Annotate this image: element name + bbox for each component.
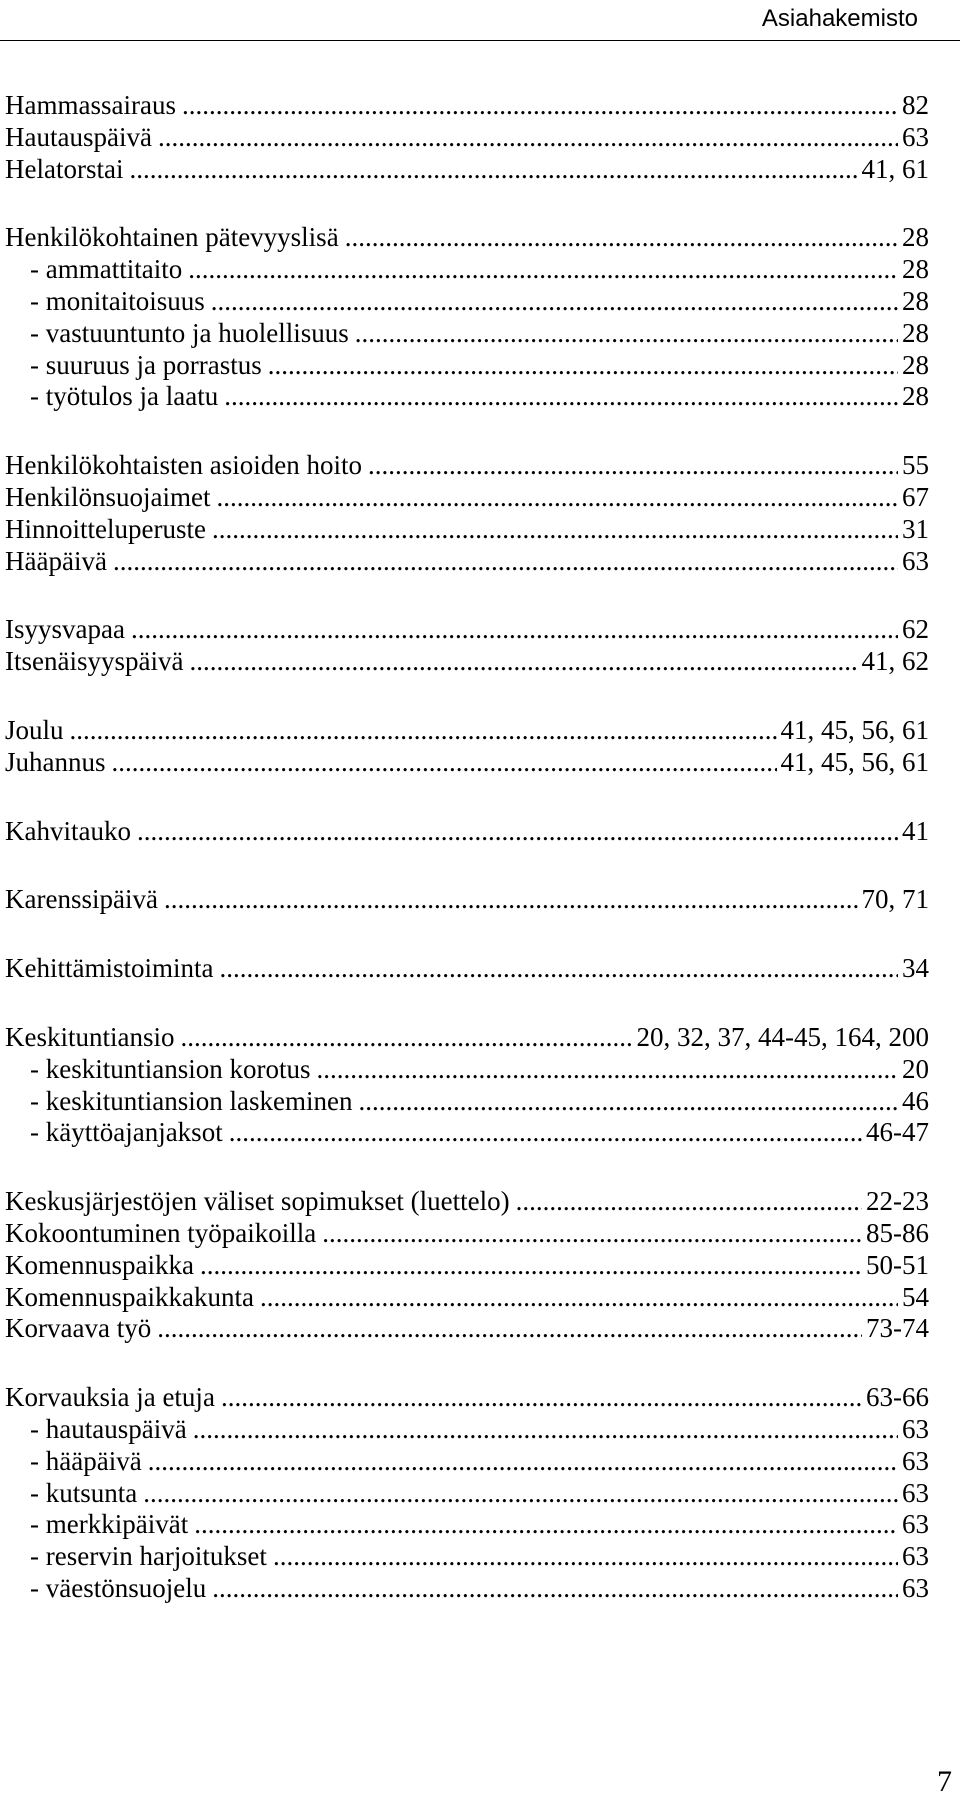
index-page-refs: 82 — [902, 90, 929, 120]
index-entry — [5, 1313, 929, 1345]
index-term: - hautauspäivä — [30, 1413, 187, 1444]
dot-leader — [345, 222, 898, 254]
index-page-refs: 63 — [902, 1541, 929, 1572]
index-page-refs: 41, 61 — [861, 153, 929, 184]
dot-leader — [212, 1573, 898, 1605]
header-divider — [0, 40, 960, 41]
index-subentry — [5, 286, 929, 318]
index-subentry — [5, 1509, 929, 1541]
index-term: Komennuspaikkakunta — [5, 1281, 254, 1312]
index-entry — [5, 747, 929, 779]
dot-leader — [211, 286, 898, 318]
page-header — [0, 0, 960, 43]
index-page-refs: 22-23 — [866, 1186, 929, 1217]
dot-leader — [355, 318, 898, 350]
index-entry — [5, 154, 929, 186]
index-page-refs: 63-66 — [866, 1382, 929, 1413]
dot-leader — [148, 1446, 898, 1478]
index-subentry — [5, 254, 929, 286]
index-page-refs: 20 — [902, 1053, 929, 1084]
dot-leader — [131, 614, 898, 646]
index-entry — [5, 1382, 929, 1414]
index-page-refs: 67 — [902, 481, 929, 512]
dot-leader — [212, 514, 898, 546]
dot-leader — [260, 1282, 898, 1314]
dot-leader — [216, 482, 898, 514]
index-term: Korvaava työ — [5, 1313, 152, 1344]
index-page-refs: 28 — [902, 317, 929, 348]
index-page-refs: 46 — [902, 1085, 929, 1116]
dot-leader — [188, 254, 898, 286]
index-entry — [5, 222, 929, 254]
index-term: Keskituntiansio — [5, 1021, 175, 1052]
index-entry — [5, 715, 929, 747]
index-entry — [5, 122, 929, 154]
index-subentry — [5, 318, 929, 350]
index-page-refs: 28 — [902, 349, 929, 380]
index-subentry — [5, 1117, 929, 1149]
dot-leader — [316, 1054, 898, 1086]
dot-leader — [70, 715, 777, 747]
dot-leader — [164, 884, 858, 916]
index-page-refs: 63 — [902, 121, 929, 152]
index-term: Kokoontuminen työpaikoilla — [5, 1217, 317, 1248]
dot-leader — [516, 1186, 862, 1218]
index-page-refs: 73-74 — [866, 1313, 929, 1344]
index-page-refs: 63 — [902, 1445, 929, 1476]
dot-leader — [224, 381, 898, 413]
dot-leader — [229, 1117, 862, 1149]
index-term: Hautauspäivä — [5, 121, 152, 152]
index-page-refs: 70, 71 — [861, 884, 929, 915]
index-term: - reservin harjoitukset — [30, 1541, 267, 1572]
index-entry — [5, 816, 929, 848]
index-term: Komennuspaikka — [5, 1249, 194, 1280]
index-term: Kehittämistoiminta — [5, 953, 214, 984]
dot-leader — [368, 450, 898, 482]
dot-leader — [189, 646, 857, 678]
index-subentry — [5, 1414, 929, 1446]
index-term: Kahvitauko — [5, 815, 131, 846]
index-term: - monitaitoisuus — [30, 285, 205, 316]
index-term: - merkkipäivät — [30, 1509, 189, 1540]
index-subentry — [5, 1541, 929, 1573]
index-page-refs: 28 — [902, 285, 929, 316]
index-term: Henkilönsuojaimet — [5, 481, 211, 512]
index-page-refs: 20, 32, 37, 44-45, 164, 200 — [636, 1021, 929, 1052]
index-term: Karenssipäivä — [5, 884, 158, 915]
dot-leader — [143, 1478, 898, 1510]
index-term: Henkilökohtainen pätevyyslisä — [5, 222, 339, 253]
index-page-refs: 63 — [902, 1509, 929, 1540]
index-page-refs: 62 — [902, 614, 929, 645]
index-page-refs: 41, 45, 56, 61 — [780, 746, 929, 777]
index-page-refs: 63 — [902, 1413, 929, 1444]
dot-leader — [113, 546, 898, 578]
dot-leader — [194, 1509, 898, 1541]
index-entry — [5, 953, 929, 985]
dot-leader — [157, 1313, 862, 1345]
dot-leader — [273, 1541, 898, 1573]
index-term: Juhannus — [5, 746, 106, 777]
dot-leader — [158, 122, 898, 154]
index-page-refs: 31 — [902, 513, 929, 544]
index-entry — [5, 614, 929, 646]
index-term: - hääpäivä — [30, 1445, 142, 1476]
index-subentry — [5, 1573, 929, 1605]
index-entry — [5, 1250, 929, 1282]
dot-leader — [182, 90, 898, 122]
index-page-refs: 63 — [902, 1572, 929, 1603]
index-subentry — [5, 1446, 929, 1478]
dot-leader — [358, 1086, 898, 1118]
index-term: Korvauksia ja etuja — [5, 1382, 215, 1413]
dot-leader — [200, 1250, 862, 1282]
index-entry — [5, 1186, 929, 1218]
page-number: 7 — [937, 1765, 952, 1798]
index-page-refs: 28 — [902, 381, 929, 412]
index-entry — [5, 884, 929, 916]
index-page-refs: 50-51 — [866, 1249, 929, 1280]
index-page-refs: 54 — [902, 1281, 929, 1312]
index-term: Isyysvapaa — [5, 614, 125, 645]
index-page-refs: 28 — [902, 254, 929, 285]
index-term: - keskituntiansion korotus — [30, 1053, 311, 1084]
index-entry — [5, 450, 929, 482]
index-entry — [5, 1022, 929, 1054]
index-page-refs: 41, 62 — [861, 646, 929, 677]
dot-leader — [268, 350, 898, 382]
index-term: - kutsunta — [30, 1477, 138, 1508]
index-entry — [5, 1282, 929, 1314]
index-entry — [5, 646, 929, 678]
page-header-title: Asiahakemisto — [761, 5, 918, 32]
index-entry — [5, 90, 929, 122]
dot-leader — [193, 1414, 898, 1446]
index-term: Itsenäisyyspäivä — [5, 646, 184, 677]
index-subentry — [5, 381, 929, 413]
index-term: Hammassairaus — [5, 90, 176, 120]
index-page-refs: 85-86 — [866, 1217, 929, 1248]
dot-leader — [112, 747, 777, 779]
index-term: Keskusjärjestöjen väliset sopimukset (luettelo) — [5, 1186, 510, 1217]
index-subentry — [5, 1086, 929, 1118]
index-page-refs: 41, 45, 56, 61 — [780, 714, 929, 745]
index-subentry — [5, 1478, 929, 1510]
dot-leader — [181, 1022, 633, 1054]
index-subentry — [5, 350, 929, 382]
index-subentry — [5, 1054, 929, 1086]
index-page-refs: 41 — [902, 815, 929, 846]
dot-leader — [129, 154, 857, 186]
index-term: - väestönsuojelu — [30, 1572, 207, 1603]
dot-leader — [221, 1382, 862, 1414]
index-term: - keskituntiansion laskeminen — [30, 1085, 353, 1116]
index-entry — [5, 482, 929, 514]
index-term: - vastuuntunto ja huolellisuus — [30, 317, 349, 348]
dot-leader — [137, 816, 898, 848]
index-term: Hinnoitteluperuste — [5, 513, 206, 544]
index-page-refs: 34 — [902, 953, 929, 984]
index-term: - suuruus ja porrastus — [30, 349, 262, 380]
index-term: Helatorstai — [5, 153, 124, 184]
index-page-refs: 55 — [902, 450, 929, 481]
index-entry — [5, 546, 929, 578]
index-term: Henkilökohtaisten asioiden hoito — [5, 450, 362, 481]
index-page-refs: 63 — [902, 545, 929, 576]
index-entry — [5, 1218, 929, 1250]
subject-index-list — [5, 90, 929, 1605]
index-term: - työtulos ja laatu — [30, 381, 219, 412]
index-term: Joulu — [5, 714, 64, 745]
dot-leader — [322, 1218, 862, 1250]
index-term: - käyttöajanjaksot — [30, 1117, 223, 1148]
index-entry — [5, 514, 929, 546]
index-page-refs: 46-47 — [866, 1117, 929, 1148]
index-page-refs: 63 — [902, 1477, 929, 1508]
index-term: - ammattitaito — [30, 254, 183, 285]
index-page-refs: 28 — [902, 222, 929, 253]
dot-leader — [219, 953, 898, 985]
index-term: Hääpäivä — [5, 545, 107, 576]
